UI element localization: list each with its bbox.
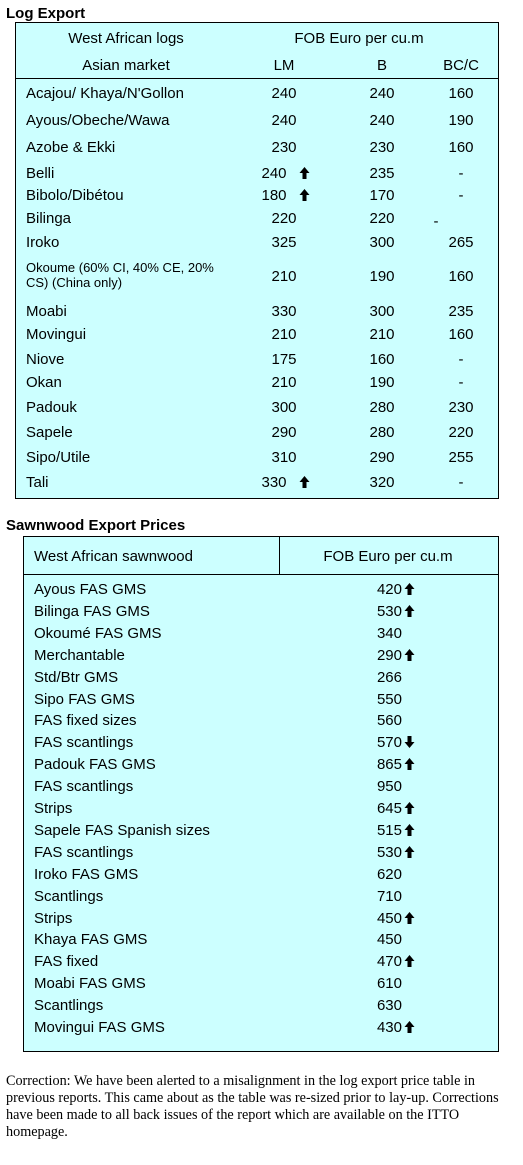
- log-export-title: Log Export: [6, 5, 86, 22]
- sawnwood-product-name: Strips: [34, 800, 73, 817]
- sawnwood-product-name: Padouk FAS GMS: [34, 756, 156, 773]
- sawnwood-header-product: West African sawnwood: [34, 548, 193, 565]
- log-price-bcc: 235: [448, 303, 474, 320]
- sawnwood-price: 645: [376, 800, 402, 817]
- log-price-b: 190: [369, 374, 395, 391]
- log-price-lm: 210: [271, 326, 297, 343]
- sawnwood-product-name: FAS scantlings: [34, 778, 134, 795]
- sawnwood-trend: [403, 647, 415, 664]
- sawnwood-header-divider: [24, 574, 498, 575]
- sawnwood-product-name: FAS scantlings: [34, 844, 134, 861]
- sawnwood-price: 530: [376, 603, 402, 620]
- sawnwood-title: Sawnwood Export Prices: [6, 517, 186, 534]
- sawnwood-trend: [403, 581, 415, 598]
- log-species-name: Sapele: [26, 424, 73, 441]
- log-price-lm: 325: [271, 234, 297, 251]
- log-header-price-unit: FOB Euro per cu.m: [294, 30, 424, 47]
- log-price-bcc: 265: [448, 234, 474, 251]
- log-price-lm: 300: [271, 399, 297, 416]
- log-species-name: Ayous/Obeche/Wawa: [26, 112, 170, 129]
- log-price-lm: 240: [271, 112, 297, 129]
- log-price-lm: 330: [261, 474, 287, 491]
- log-header-region: West African logs: [68, 30, 184, 47]
- sawnwood-price: 630: [376, 997, 402, 1014]
- log-price-lm: 240: [261, 165, 287, 182]
- log-species-name: Bibolo/Dibétou: [26, 187, 124, 204]
- sawnwood-price: 266: [376, 669, 402, 686]
- log-price-b: 170: [369, 187, 395, 204]
- arrow-up-icon: [299, 167, 310, 179]
- sawnwood-product-name: Scantlings: [34, 888, 104, 905]
- log-price-lm: 330: [271, 303, 297, 320]
- log-species-name: Okoume (60% CI, 40% CE, 20% CS) (China only): [26, 260, 214, 290]
- log-species-name: Okan: [26, 374, 62, 391]
- sawnwood-product-name: Okoumé FAS GMS: [34, 625, 162, 642]
- sawnwood-price: 420: [376, 581, 402, 598]
- sawnwood-price: 610: [376, 975, 402, 992]
- sawnwood-product-name: FAS scantlings: [34, 734, 134, 751]
- sawnwood-trend: [403, 756, 415, 773]
- sawnwood-table: [23, 536, 499, 1052]
- sawnwood-trend: [403, 800, 415, 817]
- arrow-up-icon: [404, 955, 415, 967]
- sawnwood-price: 570: [376, 734, 402, 751]
- sawnwood-price: 865: [376, 756, 402, 773]
- log-species-name: Sipo/Utile: [26, 449, 91, 466]
- log-trend: [298, 474, 310, 491]
- sawnwood-product-name: Strips: [34, 910, 73, 927]
- sawnwood-price: 950: [376, 778, 402, 795]
- arrow-up-icon: [404, 912, 415, 924]
- log-species-name: Iroko: [26, 234, 60, 251]
- sawnwood-header-column-rule: [279, 537, 280, 574]
- log-price-bcc: 160: [448, 139, 474, 156]
- log-price-bcc: -: [458, 187, 464, 204]
- sawnwood-product-name: Iroko FAS GMS: [34, 866, 139, 883]
- log-price-bcc: -: [458, 374, 464, 391]
- sawnwood-trend: [403, 910, 415, 927]
- arrow-up-icon: [404, 824, 415, 836]
- sawnwood-product-name: Moabi FAS GMS: [34, 975, 146, 992]
- arrow-down-icon: [404, 736, 415, 748]
- sawnwood-trend: [403, 822, 415, 839]
- log-species-name: Azobe & Ekki: [26, 139, 116, 156]
- log-header-col-b: B: [376, 57, 387, 74]
- log-price-lm: 210: [271, 374, 297, 391]
- sawnwood-trend: [403, 734, 415, 751]
- log-export-table: [15, 22, 499, 499]
- log-price-lm: 290: [271, 424, 297, 441]
- sawnwood-product-name: Movingui FAS GMS: [34, 1019, 165, 1036]
- log-price-bcc: 160: [448, 268, 474, 285]
- log-price-lm: 310: [271, 449, 297, 466]
- arrow-up-icon: [404, 605, 415, 617]
- log-species-name: Padouk: [26, 399, 77, 416]
- log-price-bcc: -: [433, 213, 439, 230]
- arrow-up-icon: [404, 583, 415, 595]
- log-price-b: 220: [369, 210, 395, 227]
- log-header-col-lm: LM: [273, 57, 295, 74]
- sawnwood-header-price-unit: FOB Euro per cu.m: [323, 548, 453, 565]
- sawnwood-price: 530: [376, 844, 402, 861]
- log-price-b: 240: [369, 112, 395, 129]
- log-price-b: 160: [369, 351, 395, 368]
- log-price-lm: 180: [261, 187, 287, 204]
- arrow-up-icon: [404, 758, 415, 770]
- sawnwood-product-name: Std/Btr GMS: [34, 669, 119, 686]
- correction-note: Correction: We have been alerted to a misalignment in the log export price table in previous reports. This came about as the table was re-sized prior to lay-up. Corrections have been made to all back issues of the report which are available on the ITTO homepage.: [6, 1073, 499, 1140]
- sawnwood-product-name: Scantlings: [34, 997, 104, 1014]
- log-trend: [298, 165, 310, 182]
- log-price-bcc: 255: [448, 449, 474, 466]
- sawnwood-price: 290: [376, 647, 402, 664]
- sawnwood-price: 550: [376, 691, 402, 708]
- log-species-name: Belli: [26, 165, 55, 182]
- arrow-up-icon: [404, 1021, 415, 1033]
- log-price-bcc: 160: [448, 326, 474, 343]
- log-price-b: 190: [369, 268, 395, 285]
- log-price-b: 300: [369, 234, 395, 251]
- sawnwood-price: 430: [376, 1019, 402, 1036]
- sawnwood-trend: [403, 953, 415, 970]
- log-price-b: 235: [369, 165, 395, 182]
- log-price-lm: 220: [271, 210, 297, 227]
- arrow-up-icon: [404, 649, 415, 661]
- log-price-bcc: -: [458, 474, 464, 491]
- sawnwood-product-name: FAS fixed sizes: [34, 712, 137, 729]
- log-species-name: Niove: [26, 351, 65, 368]
- log-trend: [298, 187, 310, 204]
- sawnwood-price: 450: [376, 910, 402, 927]
- sawnwood-price: 515: [376, 822, 402, 839]
- sawnwood-product-name: Sipo FAS GMS: [34, 691, 135, 708]
- log-price-lm: 175: [271, 351, 297, 368]
- sawnwood-product-name: FAS fixed: [34, 953, 99, 970]
- log-species-name: Bilinga: [26, 210, 72, 227]
- log-price-bcc: 190: [448, 112, 474, 129]
- sawnwood-product-name: Merchantable: [34, 647, 125, 664]
- sawnwood-product-name: Bilinga FAS GMS: [34, 603, 150, 620]
- log-price-b: 280: [369, 399, 395, 416]
- log-species-name: Tali: [26, 474, 49, 491]
- sawnwood-price: 710: [376, 888, 402, 905]
- sawnwood-price: 560: [376, 712, 402, 729]
- log-price-lm: 240: [271, 85, 297, 102]
- log-price-bcc: -: [458, 351, 464, 368]
- log-price-b: 300: [369, 303, 395, 320]
- log-price-b: 320: [369, 474, 395, 491]
- sawnwood-price: 620: [376, 866, 402, 883]
- sawnwood-trend: [403, 844, 415, 861]
- sawnwood-price: 340: [376, 625, 402, 642]
- log-price-bcc: 220: [448, 424, 474, 441]
- sawnwood-trend: [403, 1019, 415, 1036]
- log-price-bcc: -: [458, 165, 464, 182]
- log-species-name: Movingui: [26, 326, 87, 343]
- log-price-lm: 230: [271, 139, 297, 156]
- log-price-b: 210: [369, 326, 395, 343]
- log-header-divider: [16, 78, 498, 79]
- log-species-name: Acajou/ Khaya/N'Gollon: [26, 85, 184, 102]
- arrow-up-icon: [299, 189, 310, 201]
- log-price-b: 280: [369, 424, 395, 441]
- log-price-bcc: 160: [448, 85, 474, 102]
- sawnwood-product-name: Ayous FAS GMS: [34, 581, 147, 598]
- arrow-up-icon: [299, 476, 310, 488]
- arrow-up-icon: [404, 846, 415, 858]
- log-species-name: Moabi: [26, 303, 67, 320]
- log-price-bcc: 230: [448, 399, 474, 416]
- log-header-market: Asian market: [82, 57, 170, 74]
- arrow-up-icon: [404, 802, 415, 814]
- log-price-b: 290: [369, 449, 395, 466]
- sawnwood-trend: [403, 603, 415, 620]
- log-header-col-bcc: BC/C: [443, 57, 479, 74]
- sawnwood-product-name: Sapele FAS Spanish sizes: [34, 822, 210, 839]
- sawnwood-price: 450: [376, 931, 402, 948]
- log-price-lm: 210: [271, 268, 297, 285]
- log-price-b: 230: [369, 139, 395, 156]
- sawnwood-price: 470: [376, 953, 402, 970]
- sawnwood-product-name: Khaya FAS GMS: [34, 931, 148, 948]
- log-price-b: 240: [369, 85, 395, 102]
